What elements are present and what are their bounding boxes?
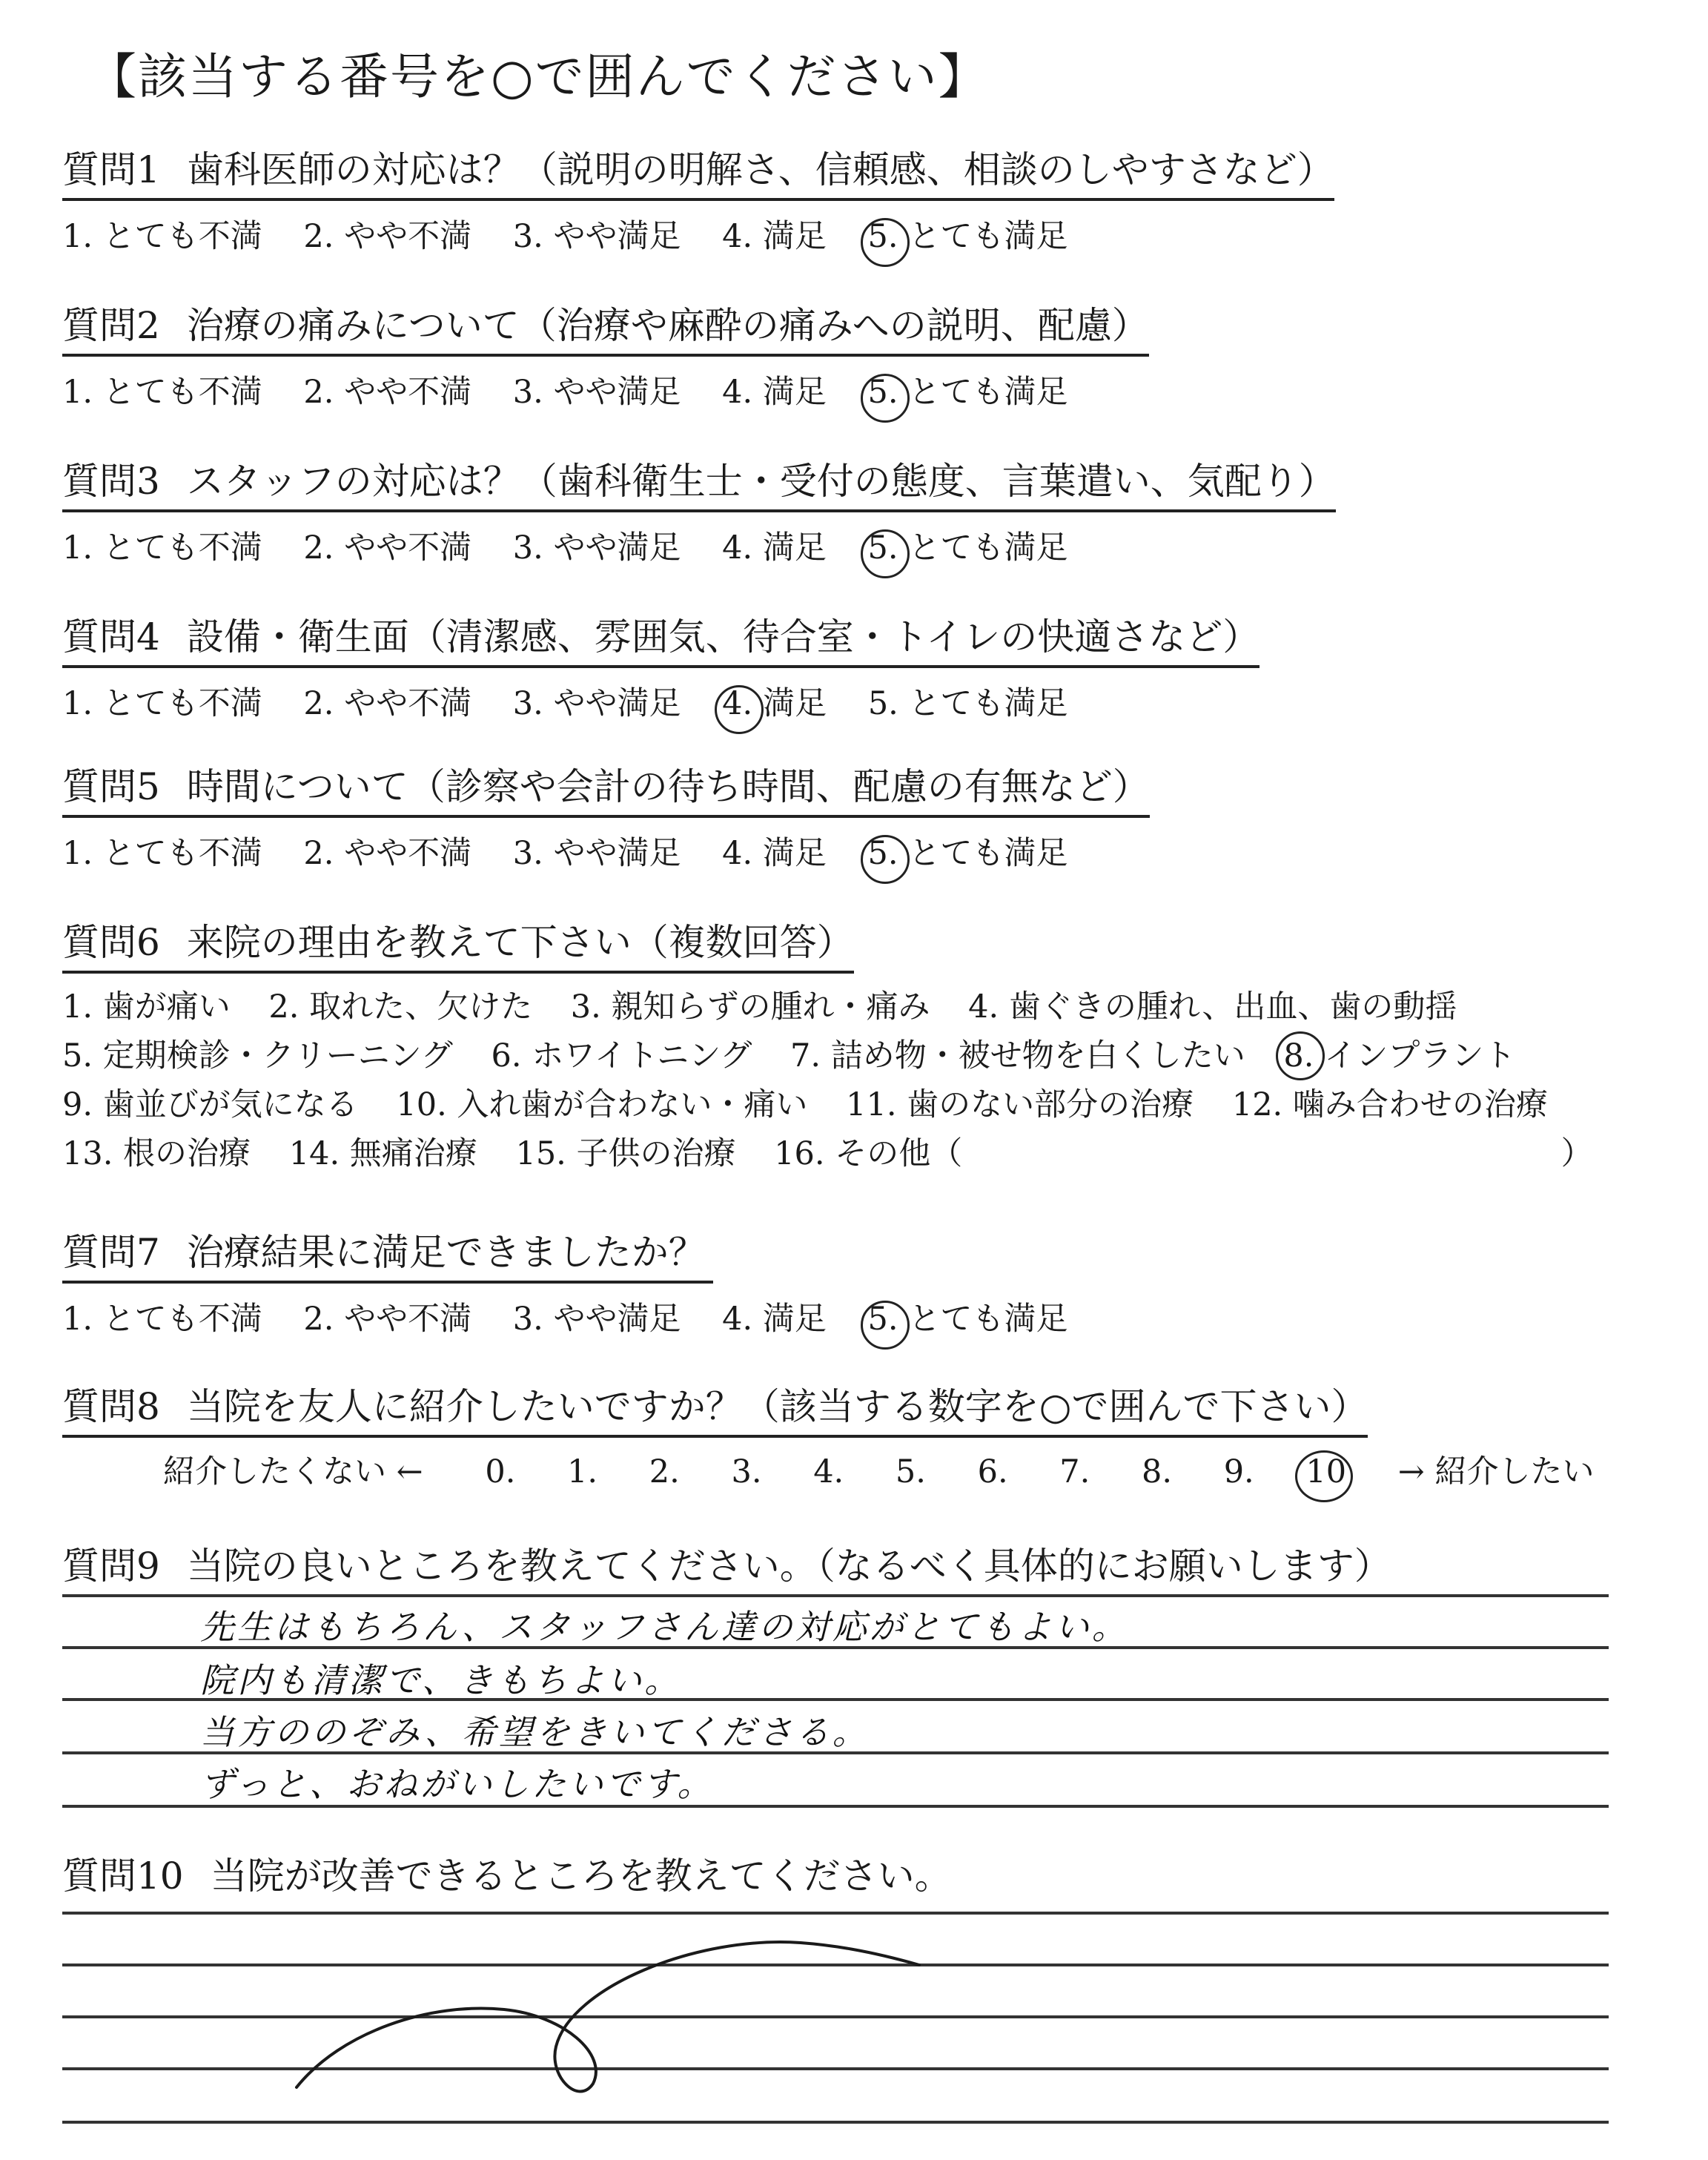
rating-options [62, 367, 1149, 412]
option-5-selected[interactable]: 5. とても満足 [867, 373, 1068, 411]
reason-line [62, 1080, 1593, 1129]
reason-option-selected[interactable]: 8. インプラント [1283, 1031, 1515, 1080]
rule-line [62, 1594, 1609, 1597]
scale-3[interactable]: 3. [731, 1453, 762, 1490]
scale-left-label: 紹介したくない ← [163, 1453, 423, 1490]
reason-options [62, 982, 1593, 1178]
option-2[interactable]: 2. やや不満 [303, 834, 472, 872]
question-number: 質問6 [62, 921, 160, 964]
option-5-selected[interactable]: 5. とても満足 [867, 529, 1068, 567]
reason-option[interactable]: 14. 無痛治療 [288, 1135, 477, 1172]
scale-10-selected[interactable]: 10 [1305, 1453, 1347, 1490]
reason-option[interactable]: 5. 定期検診・クリーニング [62, 1037, 453, 1074]
question-number: 質問1 [62, 148, 160, 191]
other-close: ） [1560, 1135, 1593, 1172]
option-3[interactable]: 3. やや満足 [512, 529, 681, 567]
scribble-mark [282, 1920, 934, 2098]
option-3[interactable]: 3. やや満足 [512, 684, 681, 722]
scale-8[interactable]: 8. [1142, 1453, 1173, 1490]
option-2[interactable]: 2. やや不満 [303, 1300, 472, 1338]
rating-options [62, 678, 1260, 724]
question-heading [62, 919, 854, 974]
option-5-selected[interactable]: 5. とても満足 [867, 834, 1068, 872]
question-heading [62, 147, 1334, 201]
question-text: 歯科医師の対応は？（説明の明解さ、信頼感、相談のしやすさなど） [186, 148, 1334, 191]
handwritten-answer: 当方ののぞみ、希望をきいてくださる。 [200, 1712, 870, 1752]
option-4[interactable]: 4. 満足 [722, 373, 827, 411]
scale-7[interactable]: 7. [1059, 1453, 1090, 1490]
question-2 [62, 303, 1149, 412]
reason-option[interactable]: 7. 詰め物・被せ物を白くしたい [790, 1037, 1245, 1074]
option-1[interactable]: 1. とても不満 [62, 529, 262, 567]
rating-options [62, 1294, 1099, 1339]
option-3[interactable]: 3. やや満足 [512, 1300, 681, 1338]
question-heading [62, 458, 1336, 512]
option-3[interactable]: 3. やや満足 [512, 373, 681, 411]
reason-option[interactable]: 4. 歯ぐきの腫れ、出血、歯の動揺 [968, 988, 1457, 1025]
question-text: 当院が改善できるところを教えてください。 [210, 1855, 952, 1898]
question-heading [62, 764, 1150, 818]
reason-option[interactable]: 11. 歯のない部分の治療 [846, 1086, 1194, 1123]
scale-9[interactable]: 9. [1223, 1453, 1254, 1490]
question-5 [62, 764, 1150, 873]
question-number: 質問3 [62, 460, 160, 503]
option-4[interactable]: 4. 満足 [722, 1300, 827, 1338]
handwritten-answer: 先生はもちろん、スタッフさん達の対応がとてもよい。 [200, 1607, 1129, 1647]
reason-option[interactable]: 10. 入れ歯が合わない・痛い [396, 1086, 808, 1123]
option-2[interactable]: 2. やや不満 [303, 373, 472, 411]
reason-option-other[interactable]: 16. その他（ [774, 1135, 963, 1172]
reason-option[interactable]: 13. 根の治療 [62, 1135, 251, 1172]
question-number: 質問5 [62, 765, 160, 808]
reason-line [62, 982, 1593, 1031]
scale-5[interactable]: 5. [895, 1453, 926, 1490]
option-1[interactable]: 1. とても不満 [62, 684, 262, 722]
question-text: 当院を友人に紹介したいですか？（該当する数字を○で囲んで下さい） [186, 1385, 1368, 1428]
page-title: 【該当する番号を○で囲んでください】 [87, 48, 989, 105]
rating-options [62, 523, 1336, 568]
question-number: 質問10 [62, 1855, 184, 1898]
question-heading [62, 614, 1260, 668]
rule-line [62, 2121, 1609, 2124]
question-4 [62, 614, 1260, 724]
question-number: 質問7 [62, 1231, 160, 1274]
question-heading [62, 1384, 1368, 1438]
scale-right-label: → 紹介したい [1397, 1453, 1595, 1490]
rating-options [62, 828, 1150, 873]
question-number: 質問9 [62, 1545, 160, 1588]
reason-option[interactable]: 15. 子供の治療 [515, 1135, 736, 1172]
question-heading [62, 1536, 1391, 1590]
question-number: 質問2 [62, 304, 160, 347]
question-8 [62, 1384, 1595, 1492]
reason-option[interactable]: 1. 歯が痛い [62, 988, 231, 1025]
option-2[interactable]: 2. やや不満 [303, 684, 472, 722]
handwritten-answer: ずっと、おねがいしたいです。 [200, 1764, 715, 1804]
reason-line [62, 1031, 1593, 1080]
option-5-selected[interactable]: 5. とても満足 [867, 217, 1068, 255]
option-2[interactable]: 2. やや不満 [303, 529, 472, 567]
option-2[interactable]: 2. やや不満 [303, 217, 472, 255]
question-text: 当院の良いところを教えてください。（なるべく具体的にお願いします） [186, 1545, 1391, 1588]
question-9 [62, 1536, 1391, 1590]
question-heading [62, 1846, 952, 1900]
reason-option[interactable]: 6. ホワイトニング [491, 1037, 752, 1074]
option-4[interactable]: 4. 満足 [722, 529, 827, 567]
option-1[interactable]: 1. とても不満 [62, 1300, 262, 1338]
question-text: 設備・衛生面（清潔感、雰囲気、待合室・トイレの快適さなど） [186, 615, 1260, 658]
option-1[interactable]: 1. とても不満 [62, 834, 262, 872]
option-5-selected[interactable]: 5. とても満足 [867, 1300, 1068, 1338]
option-4[interactable]: 4. 満足 [722, 217, 827, 255]
rating-options [62, 211, 1334, 257]
scale-1[interactable]: 1. [567, 1453, 598, 1490]
scale-0[interactable]: 0. [485, 1453, 516, 1490]
reason-option[interactable]: 12. 噛み合わせの治療 [1231, 1086, 1548, 1123]
question-6 [62, 919, 1593, 1178]
reason-option[interactable]: 2. 取れた、欠けた [268, 988, 533, 1025]
option-3[interactable]: 3. やや満足 [512, 217, 681, 255]
question-heading [62, 303, 1149, 357]
question-text: 時間について（診察や会計の待ち時間、配慮の有無など） [186, 765, 1150, 808]
reason-option[interactable]: 3. 親知らずの腫れ・痛み [570, 988, 930, 1025]
scale-6[interactable]: 6. [977, 1453, 1008, 1490]
question-text: 治療結果に満足できましたか？ [186, 1231, 706, 1274]
question-number: 質問4 [62, 615, 160, 658]
question-text: 治療の痛みについて（治療や麻酔の痛みへの説明、配慮） [186, 304, 1149, 347]
scale-2[interactable]: 2. [649, 1453, 680, 1490]
option-1[interactable]: 1. とても不満 [62, 217, 262, 255]
rule-line [62, 1912, 1609, 1915]
question-heading [62, 1229, 713, 1284]
option-3[interactable]: 3. やや満足 [512, 834, 681, 872]
question-7 [62, 1229, 1099, 1339]
option-1[interactable]: 1. とても不満 [62, 373, 262, 411]
scale-4[interactable]: 4. [813, 1453, 844, 1490]
handwritten-answer: 院内も清潔で、きもちよい。 [200, 1660, 682, 1700]
reason-option[interactable]: 9. 歯並びが気になる [62, 1086, 358, 1123]
option-4-selected[interactable]: 4. 満足 [722, 684, 827, 722]
question-3 [62, 458, 1336, 568]
reason-line [62, 1129, 1593, 1178]
question-text: 来院の理由を教えて下さい（複数回答） [186, 921, 854, 964]
option-5[interactable]: 5. とても満足 [867, 684, 1068, 722]
question-text: スタッフの対応は？（歯科衛生士・受付の態度、言葉遣い、気配り） [186, 460, 1336, 503]
option-4[interactable]: 4. 満足 [722, 834, 827, 872]
recommend-scale [62, 1447, 1595, 1492]
question-10 [62, 1846, 952, 1900]
question-number: 質問8 [62, 1385, 160, 1428]
question-1 [62, 147, 1334, 257]
